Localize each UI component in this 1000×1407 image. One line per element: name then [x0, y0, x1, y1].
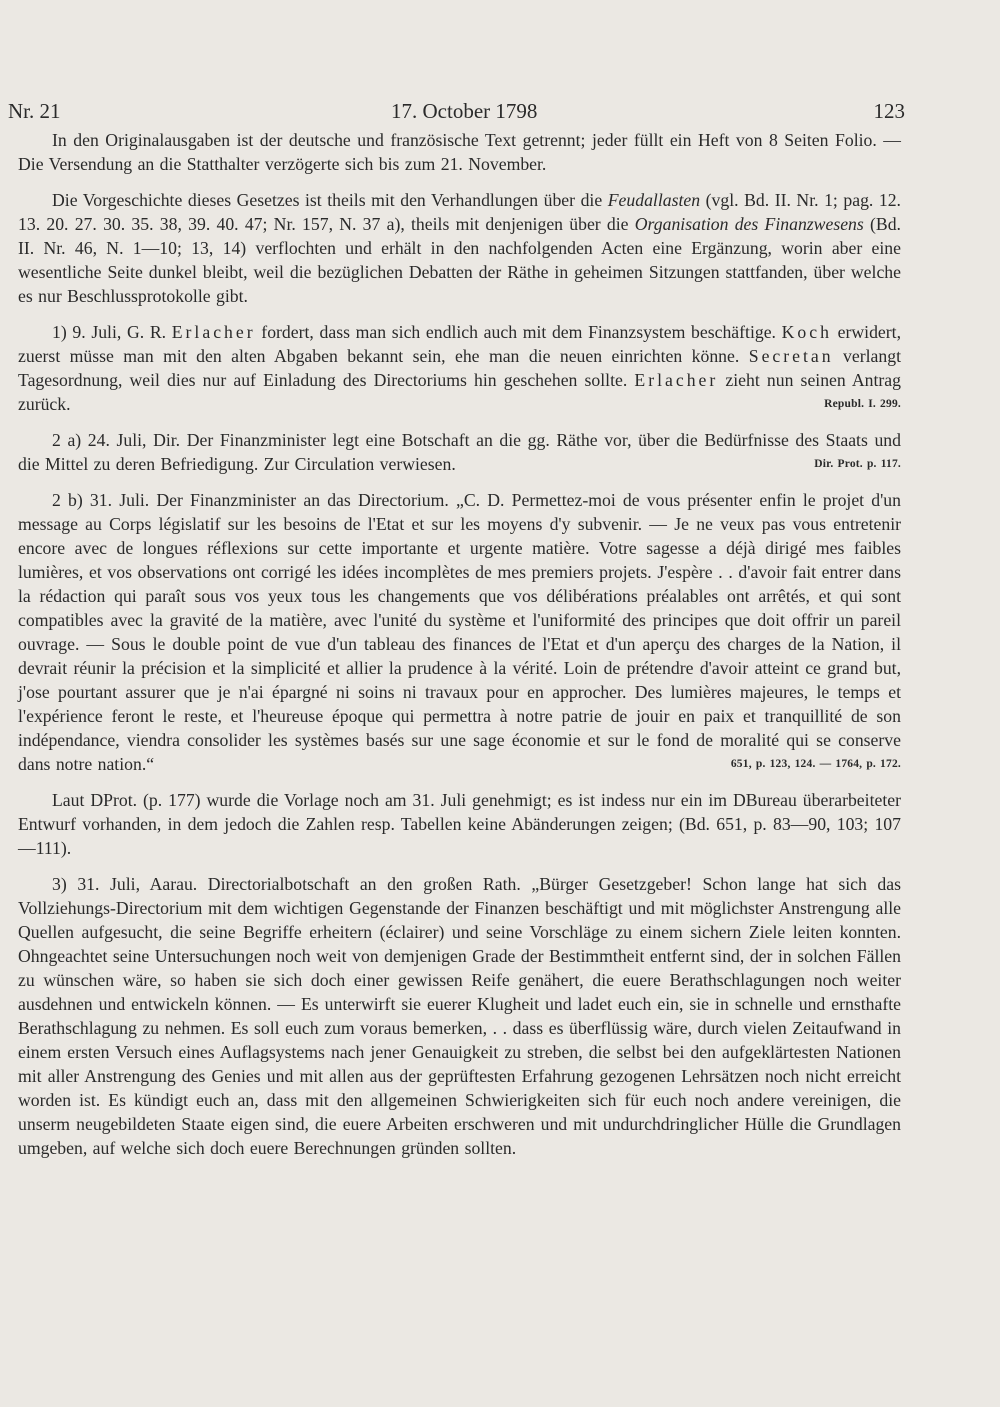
speaker-name: Secretan	[748, 346, 834, 366]
source-reference: Republ. I. 299.	[824, 398, 901, 410]
paragraph-item-1	[18, 320, 901, 416]
speaker-name: Erlacher	[634, 370, 719, 390]
italic-term: Feudallasten	[607, 190, 701, 210]
page-header	[8, 93, 905, 129]
speaker-name: Koch	[781, 322, 832, 342]
text-span: zieht nun seinen Antrag zurück.	[18, 370, 901, 414]
document-number: Nr. 21	[8, 99, 61, 123]
paragraph-intro: In den Originalausgaben ist der deutsche und französische Text getrennt; jeder füllt ein Heft von 8 Seiten Folio. — Die Versendung an die Statthalter verzögerte sich bis zum 21. November.	[18, 130, 901, 174]
text-span: erwidert, zuerst müsse man mit den alten Abgaben bekannt sein, ehe man die neuen einrichten könne.	[18, 322, 901, 366]
paragraph-item-3: 3) 31. Juli, Aarau. Directorialbotschaft an den großen Rath. „Bürger Gesetzgeber! Schon lange hat sich das Vollziehungs-Directorium mit dem wichtigen Gegenstande der Finanzen beschäftigt und mit möglichster Anstrengung alle Quellen aufgesucht, die seine Begriffe erheitern (éclairer) und seine Vorschläge zu einem sichern Ziele leiten konnten. Ohngeachtet seine Untersuchungen noch weit von demjenigen Grade der Bestimmtheit entfernt sind, der in solchen Fällen zu wünschen wäre, so haben sie sich doch einer gewissen Reife genähert, die euere Berathschlagungen noch weiter ausdehnen und entwickeln können. — Es unterwirft sie euerer Klugheit und ladet euch ein, sie in schnelle und ernsthafte Berathschlagung zu nehmen. Es soll euch zum voraus bemerken, . . dass es überflüssig wäre, durch vielen Zeitaufwand in einem ersten Versuch eines Auflagsystems nach jener Genauigkeit zu streben, die selbst bei den aufgeklärtesten Nationen mit aller Anstrengung des Genies und mit allen aus der geprüftesten Erfahrung gezogenen Lehrsätzen noch nicht erreicht worden ist. Es kündigt euch an, dass mit den allgemeinen Schwierigkeiten sich für euch noch andere vereinigen, die unserm neugebildeten Staate eigen sind, die euere Arbeiten erschweren und mit undurchdringlicher Hülle die Grundlagen umgeben, auf welche sich doch euere Berechnungen gründen sollten.	[18, 874, 901, 1158]
text-span: 1) 9. Juli, G. R.	[52, 322, 172, 342]
speaker-name: Erlacher	[171, 322, 256, 342]
paragraph-item-2a	[18, 428, 901, 476]
paragraph-item-2b	[18, 488, 901, 776]
paragraph-dprot-note: Laut DProt. (p. 177) wurde die Vorlage noch am 31. Juli genehmigt; es ist indess nur ein im DBureau überarbeiteter Entwurf vorhanden, in dem jedoch die Zahlen resp. Tabellen keine Abänderungen zeigen; (Bd. 651, p. 83—90, 103; 107—111).	[18, 790, 901, 858]
text-span: 2 b) 31. Juli. Der Finanzminister an das Directorium. „C. D. Permettez-moi de vous présenter enfin le projet d'un message au Corps législatif sur les besoins de l'Etat et sur les moyens d'y subvenir. — Je ne veux pas vous entretenir encore avec de longues réflexions sur cette importante et urgente matière. Votre sagesse a déjà dirigé mes faibles lumières, et vos observations ont corrigé les idées incomplètes de mes premiers projets. J'espère . . d'avoir fait entrer dans la rédaction qui paraît sous vos yeux tous les changements que vos délibérations préalables ont arrêtés, et qui sont compatibles avec la gravité de la matière, avec l'unité du système et l'uniformité des principes que doit offrir un pareil ouvrage. — Sous le double point de vue d'un tableau des finances de l'Etat et d'un aperçu des charges de la Nation, il devrait réunir la précision et la simplicité et allier la prudence à la vérité. Loin de prétendre d'avoir atteint ce grand but, j'ose pourtant assurer que je n'ai épargné ni soins ni travaux pour en approcher. Des lumières majeures, le temps et l'expérience feront le reste, et l'heureuse époque qui permettra à notre patrie de jouir en paix et tranquillité de son indépendance, viendra consolider les systèmes basés sur une sage économie et sur le fond de moralité qui se conserve dans notre nation.“	[18, 490, 901, 774]
page-body	[18, 128, 901, 1172]
text-span: Die Vorgeschichte dieses Gesetzes ist theils mit den Verhandlungen über die	[52, 190, 608, 210]
document-date: 17. October 1798	[391, 99, 538, 123]
text-span: 2 a) 24. Juli, Dir. Der Finanzminister legt eine Botschaft an die gg. Räthe vor, über die Bedürfnisse des Staats und die Mittel zu deren Befriedigung. Zur Circulation verwiesen.	[18, 430, 901, 474]
text-span: verlangt Tagesordnung, weil dies nur auf Einladung des Directoriums hin geschehen sollte.	[18, 346, 901, 390]
page-number: 123	[873, 99, 905, 123]
source-reference: 651, p. 123, 124. — 1764, p. 172.	[730, 758, 901, 770]
text-span: fordert, dass man sich endlich auch mit dem Finanzsystem beschäftige.	[255, 322, 782, 342]
text-span: (Bd. II. Nr. 46, N. 1—10; 13, 14) verflochten und erhält in den nachfolgenden Acten eine Ergänzung, worin aber eine wesentliche Seite dunkel bleibt, weil die bezüglichen Debatten der Räthe in geheimen Sitzungen stattfanden, über welche es nur Beschlussprotokolle gibt.	[18, 214, 901, 306]
source-reference: Dir. Prot. p. 117.	[814, 458, 901, 470]
italic-term: Organisation des Finanzwesens	[634, 214, 864, 234]
paragraph-history	[18, 188, 901, 308]
text-span: (vgl. Bd. II. Nr. 1; pag. 12. 13. 20. 27. 30. 35. 38, 39. 40. 47; Nr. 157, N. 37 a), theils mit denjenigen über die	[18, 190, 901, 234]
